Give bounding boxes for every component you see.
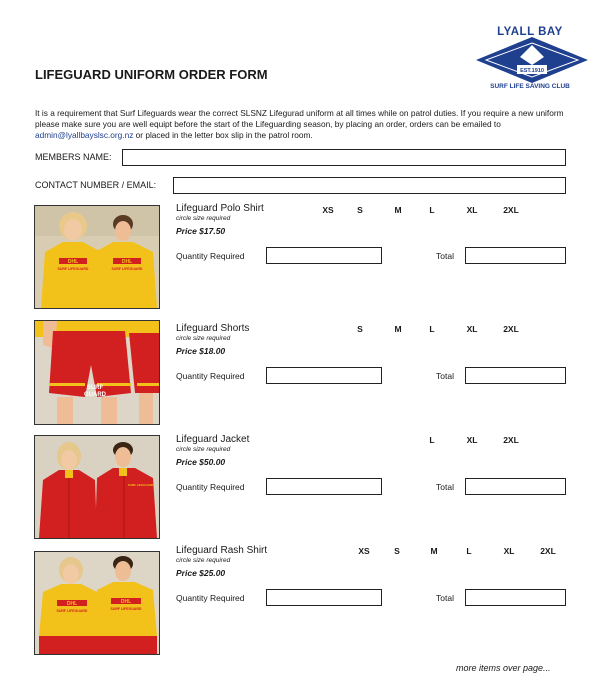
jacket-item-name: Lifeguard Jacket xyxy=(176,434,250,445)
rash-item-name: Lifeguard Rash Shirt xyxy=(176,545,268,556)
shorts-size-m[interactable]: M xyxy=(394,324,402,334)
intro-email-link[interactable]: admin@lyallbayslsc.org.nz xyxy=(35,130,134,140)
shorts-circle-note: circle size required xyxy=(176,335,231,342)
club-logo-est: EST.1910 xyxy=(520,68,544,74)
rash-quantity-field[interactable] xyxy=(266,589,382,606)
polo-total-field[interactable] xyxy=(465,247,566,264)
club-logo-name: LYALL BAY xyxy=(497,26,563,38)
jacket-size-l[interactable]: L xyxy=(429,435,435,445)
jacket-total-field[interactable] xyxy=(465,478,566,495)
rash-size-xs[interactable]: XS xyxy=(358,546,370,556)
members-name-field[interactable] xyxy=(122,149,566,166)
jacket-circle-note: circle size required xyxy=(176,446,231,453)
rash-size-m[interactable]: M xyxy=(430,546,438,556)
rash-shirt-photo xyxy=(34,551,160,655)
polo-size-xl[interactable]: XL xyxy=(466,205,478,215)
rash-photo-sub-text-1: SURF LIFEGUARD xyxy=(56,609,88,613)
shorts-size-xl[interactable]: XL xyxy=(466,324,478,334)
intro-paragraph xyxy=(35,108,570,141)
polo-total-label: Total xyxy=(436,251,454,261)
polo-size-xs[interactable]: XS xyxy=(322,205,334,215)
contact-label: CONTACT NUMBER / EMAIL: xyxy=(35,180,157,190)
polo-photo-sub-text-1: SURF LIFEGUARD xyxy=(57,267,89,271)
polo-quantity-label: Quantity Required xyxy=(176,251,245,261)
members-name-label: MEMBERS NAME: xyxy=(35,152,112,162)
shorts-quantity-field[interactable] xyxy=(266,367,382,384)
jacket-quantity-label: Quantity Required xyxy=(176,482,245,492)
rash-quantity-label: Quantity Required xyxy=(176,593,245,603)
polo-price: Price $17.50 xyxy=(176,226,226,236)
polo-circle-note: circle size required xyxy=(176,215,231,222)
intro-text-before: It is a requirement that Surf Lifeguards wear the correct SLSNZ Lifegurad uniform at all times while on patrol duties. If you require a new uniform please make sure you are well equipt before the start of the Lifeguarding season, by placing an order, orders can be emailed to xyxy=(35,108,564,129)
polo-photo-shirt-text-1: DHL xyxy=(67,259,79,265)
contact-field[interactable] xyxy=(173,177,566,194)
form-title: LIFEGUARD UNIFORM ORDER FORM xyxy=(35,67,268,82)
rash-size-2xl[interactable]: 2XL xyxy=(540,546,556,556)
polo-quantity-field[interactable] xyxy=(266,247,382,264)
shorts-size-l[interactable]: L xyxy=(429,324,435,334)
rash-size-s[interactable]: S xyxy=(394,546,400,556)
rash-photo-shirt-text-2: DHL xyxy=(120,599,132,605)
more-items-note: more items over page... xyxy=(456,663,551,673)
jacket-price: Price $50.00 xyxy=(176,457,226,467)
shorts-total-field[interactable] xyxy=(465,367,566,384)
shorts-price: Price $18.00 xyxy=(176,346,226,356)
jacket-quantity-field[interactable] xyxy=(266,478,382,495)
jacket-size-2xl[interactable]: 2XL xyxy=(503,435,519,445)
rash-price: Price $25.00 xyxy=(176,568,226,578)
polo-photo-sub-text-2: SURF LIFEGUARD xyxy=(111,267,143,271)
jacket-size-xl[interactable]: XL xyxy=(466,435,478,445)
rash-photo-sub-text-2: SURF LIFEGUARD xyxy=(110,607,142,611)
polo-item-name: Lifeguard Polo Shirt xyxy=(176,203,264,214)
rash-size-xl[interactable]: XL xyxy=(503,546,515,556)
polo-photo-shirt-text-2: DHL xyxy=(121,259,133,265)
shorts-photo xyxy=(34,320,160,425)
shorts-item-name: Lifeguard Shorts xyxy=(176,323,250,334)
club-logo-tagline: SURF LIFE SAVING CLUB xyxy=(490,83,570,90)
polo-size-l[interactable]: L xyxy=(429,205,435,215)
rash-circle-note: circle size required xyxy=(176,557,231,564)
intro-text-after: or placed in the letter box slip in the patrol room. xyxy=(133,130,313,140)
jacket-photo-text: SURF LIFEGUARD xyxy=(127,483,155,487)
rash-photo-shirt-text-1: DHL xyxy=(66,601,78,607)
rash-total-field[interactable] xyxy=(465,589,566,606)
shorts-quantity-label: Quantity Required xyxy=(176,371,245,381)
rash-size-l[interactable]: L xyxy=(466,546,472,556)
polo-shirt-photo xyxy=(34,205,160,309)
polo-size-s[interactable]: S xyxy=(357,205,363,215)
rash-total-label: Total xyxy=(436,593,454,603)
shorts-photo-text-1: SURF xyxy=(86,385,104,391)
shorts-total-label: Total xyxy=(436,371,454,381)
shorts-photo-text-2: GUARD xyxy=(84,392,106,398)
jacket-photo xyxy=(34,435,160,539)
shorts-size-2xl[interactable]: 2XL xyxy=(503,324,519,334)
jacket-total-label: Total xyxy=(436,482,454,492)
polo-size-2xl[interactable]: 2XL xyxy=(503,205,519,215)
shorts-size-s[interactable]: S xyxy=(357,324,363,334)
polo-size-m[interactable]: M xyxy=(394,205,402,215)
club-logo-diamond-icon xyxy=(474,35,590,85)
